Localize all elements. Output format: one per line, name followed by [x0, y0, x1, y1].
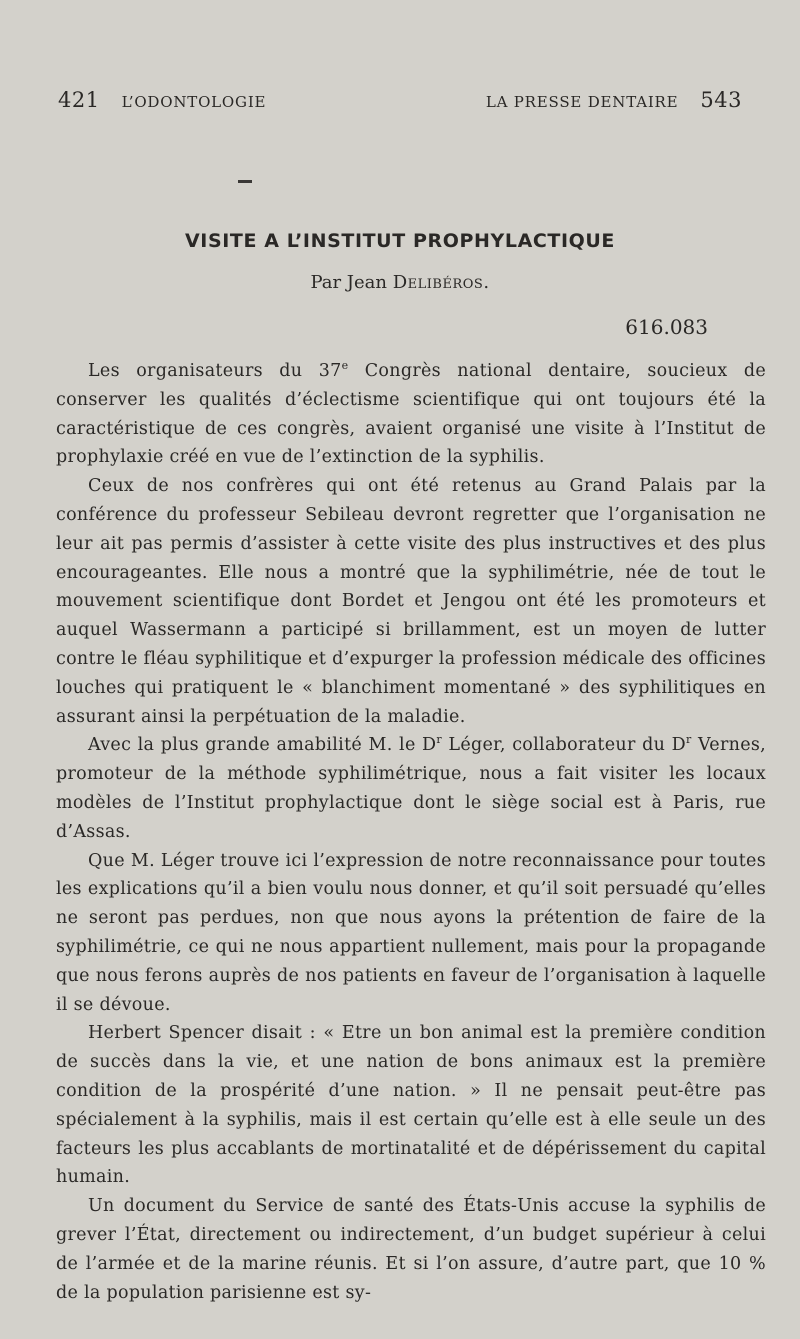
- article-body: [56, 357, 766, 1307]
- ornament-dash: [238, 180, 252, 183]
- right-journal-title: LA PRESSE DENTAIRE: [485, 93, 679, 111]
- running-header-left: [58, 88, 266, 112]
- paragraph: Un document du Service de santé des États-Unis accuse la syphilis de grever l’État, directement ou indirectement, d’un budget supérieur à celui de l’armée et de la marine réunis. Et si l’on assure, d’autre part, que 10 % de la population parisienne est sy-: [56, 1196, 766, 1303]
- article-title: VISITE A L’INSTITUT PROPHYLACTIQUE: [184, 230, 616, 252]
- classification-number: 616.083: [625, 315, 708, 339]
- paragraph: Herbert Spencer disait : « Etre un bon animal est la première condition de succès dans la vie, et une nation de bons animaux est la première condition de la prospérité d’une nation. » Il ne pensait peut-être pas spécialement à la syphilis, mais il est certain qu’elle est à elle seule un des facteurs les plus accablants de mortinatalité et de dépérissement du capital humain.: [56, 1023, 766, 1188]
- paragraph: Avec la plus grande amabilité M. le $D^r$ Léger, collaborateur du $D^r$ Vernes, promoteur de la méthode syphilimétrique, nous a fait visiter les locaux modèles de l’Institut prophylactique dont le siège social est à Paris, rue d’Assas.: [56, 733, 766, 842]
- left-journal-title: L’ODONTOLOGIE: [121, 93, 267, 111]
- paragraph: Les organisateurs du 37e Congrès national dentaire, soucieux de conserver les qualités d’éclectisme scientifique qui ont toujours été la caractéristique de ces congrès, avaient organisé une visite à l’Institut de prophylaxie créé en vue de l’extinction de la syphilis.: [56, 359, 766, 468]
- running-header: [58, 88, 742, 112]
- right-page-number: 543: [700, 88, 742, 112]
- byline-prefix: Par Jean: [310, 272, 387, 293]
- paragraph: Que M. Léger trouve ici l’expression de notre reconnaissance pour toutes les explications qu’il a bien voulu nous donner, et qu’il soit persuadé qu’elles ne seront pas perdues, non que nous ayons la prétention de faire de la syphilimétrie, ce qui ne nous appartient nullement, mais pour la propagande que nous ferons auprès de nos patients en faveur de l’organisation à laquelle il se dévoue.: [56, 850, 766, 1015]
- paragraph: Ceux de nos confrères qui ont été retenus au Grand Palais par la conférence du professeur Sebileau devront regretter que l’organisation ne leur ait pas permis d’assister à cette visite des plus instructives et des plus encourageantes. Elle nous a montré que la syphilimétrie, née de tout le mouvement scientifique dont Bordet et Jengou ont été les promoteurs et auquel Wassermann a participé si brillamment, est un moyen de lutter contre le fléau syphilitique et d’expurger la profession médicale des officines louches qui pratiquent le « blanchiment momentané » des syphilitiques en assurant ainsi la perpétuation de la maladie.: [56, 476, 766, 727]
- running-header-right: [486, 88, 742, 112]
- left-page-number: 421: [58, 88, 100, 112]
- article-byline: [0, 272, 800, 293]
- byline-surname: Delibéros.: [392, 272, 490, 293]
